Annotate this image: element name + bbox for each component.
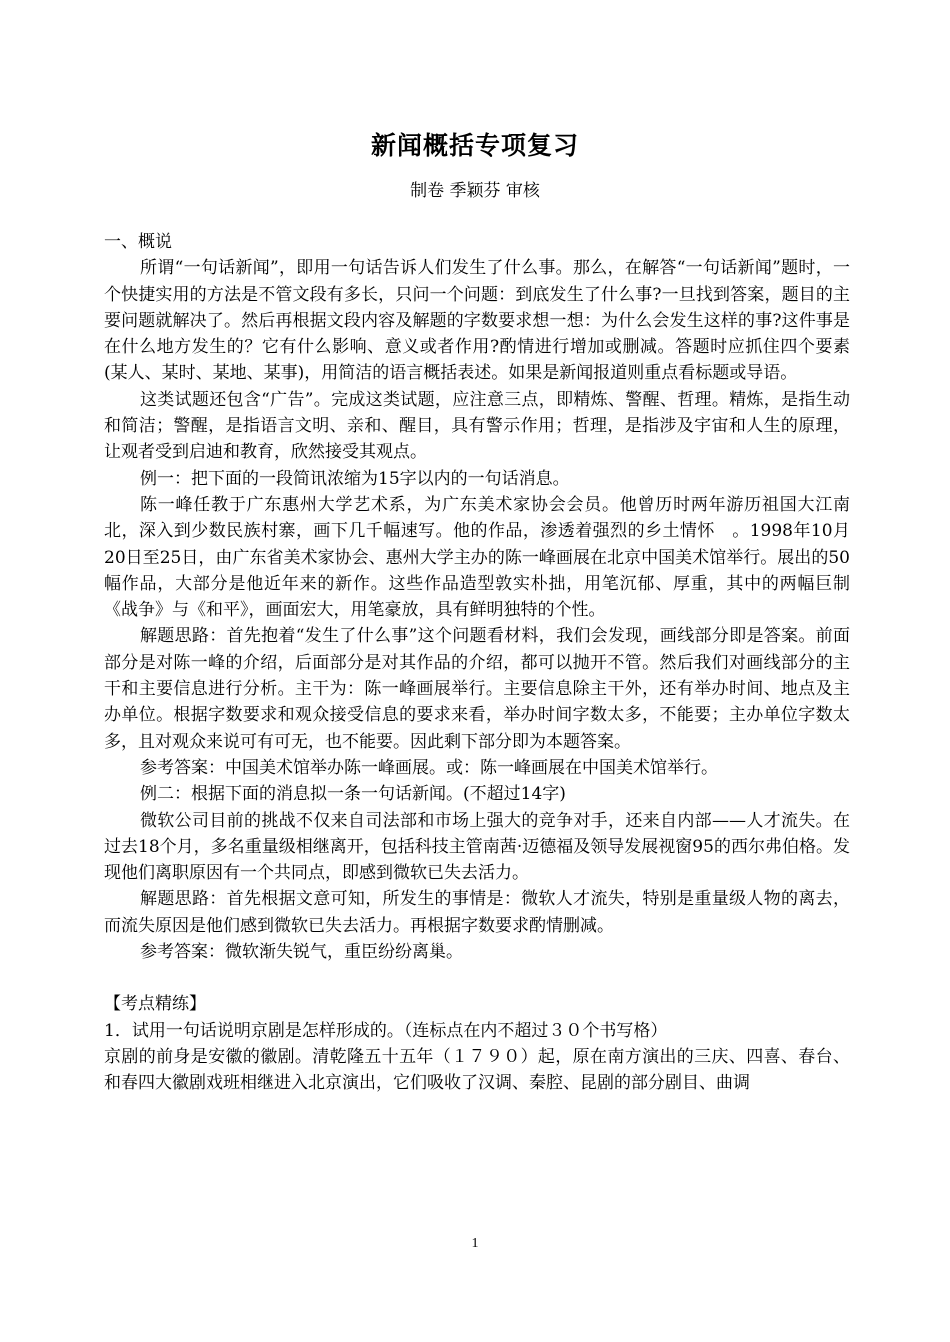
example-2-analysis: 解题思路：首先根据文意可知，所发生的事情是：微软人才流失，特别是重量级人物的离去，而流失原因是他们感到微软已失去活力。再根据字数要求酌情删减。 bbox=[104, 889, 850, 936]
example-2-prompt: 例二：根据下面的消息拟一条一句话新闻。(不超过14字) bbox=[140, 784, 566, 805]
question-1: 1．试用一句话说明京剧是怎样形成的。（连标点在内不超过３０个书写格） bbox=[104, 1020, 668, 1041]
document-byline: 制卷 季颖芬 审核 bbox=[410, 181, 540, 201]
section-heading: 一、概说 bbox=[104, 232, 172, 252]
example-2-material: 微软公司目前的挑战不仅来自司法部和市场上强大的竞争对手，还来自内部——人才流失。在过去18个月，多名重量级相继离开，包括科技主管南茜·迈德福及领导发展视窗95的西尔弗伯格。发现他们离职原因有一个共同点，即感到微软已失去活力。 bbox=[104, 810, 850, 884]
paragraph-advertising: 这类试题还包含“广告”。完成这类试题，应注意三点，即精炼、警醒、哲理。精炼，是指生动和简洁；警醒，是指语言文明、亲和、醒目，具有警示作用；哲理，是指涉及宇宙和人生的原理，让观者受到启迪和教育，欣然接受其观点。 bbox=[104, 389, 850, 463]
document-title: 新闻概括专项复习 bbox=[370, 131, 579, 160]
paragraph-intro: 所谓“一句话新闻”，即用一句话告诉人们发生了什么事。那么，在解答“一句话新闻”题时，一个快捷实用的方法是不管文段有多长，只问一个问题：到底发生了什么事?一旦找到答案，题目的主要问题就解决了。然后再根据文段内容及解题的字数要求想一想：为什么会发生这样的事?这件事是在什么地方发生的？它有什么影响、意义或者作用?酌情进行增加或删减。答题时应抓住四个要素(某人、某时、某地、某事)，用简洁的语言概括表述。如果是新闻报道则重点看标题或导语。 bbox=[104, 258, 850, 384]
example-1-answer: 参考答案：中国美术馆举办陈一峰画展。或：陈一峰画展在中国美术馆举行。 bbox=[140, 757, 718, 778]
example-1-prompt: 例一：把下面的一段简讯浓缩为15字以内的一句话消息。 bbox=[140, 468, 570, 489]
page-number: 1 bbox=[471, 1236, 479, 1251]
example-1-analysis: 解题思路：首先抱着“发生了什么事”这个问题看材料，我们会发现，画线部分即是答案。前面部分是对陈一峰的介绍，后面部分是对其作品的介绍，都可以抛开不管。然后我们对画线部分的主干和主要信息进行分析。主干为：陈一峰画展举行。主要信息除主干外，还有举办时间、地点及主办单位。根据字数要求和观众接受信息的要求来看，举办时间字数太多，不能要；主办单位字数太多，且对观众来说可有可无，也不能要。因此剩下部分即为本题答案。 bbox=[104, 626, 850, 752]
example-2-answer: 参考答案：微软渐失锐气，重臣纷纷离巢。 bbox=[140, 942, 463, 963]
example-1-material: 陈一峰任教于广东惠州大学艺术系，为广东美术家协会会员。他曾历时两年游历祖国大江南北，深入到少数民族村寨，画下几千幅速写。他的作品，渗透着强烈的乡土情怀 。1998年10月20日至25日，由广东省美术家协会、惠州大学主办的陈一峰画展在北京中国美术馆举行。展出的50幅作品，大部分是他近年来的新作。这些作品造型敦实朴拙，用笔沉郁、厚重，其中的两幅巨制《战争》与《和平》，画面宏大，用笔豪放，具有鲜明独特的个性。 bbox=[104, 494, 850, 621]
paragraph-spacer bbox=[104, 965, 850, 991]
practice-heading: 【考点精练】 bbox=[104, 994, 206, 1015]
document-body bbox=[104, 229, 850, 1097]
question-1-text: 京剧的前身是安徽的徽剧。清乾隆五十五年（１７９０）起，原在南方演出的三庆、四喜、春台、和春四大徽剧戏班相继进入北京演出，它们吸收了汉调、秦腔、昆剧的部分剧目、曲调 bbox=[104, 1046, 850, 1094]
